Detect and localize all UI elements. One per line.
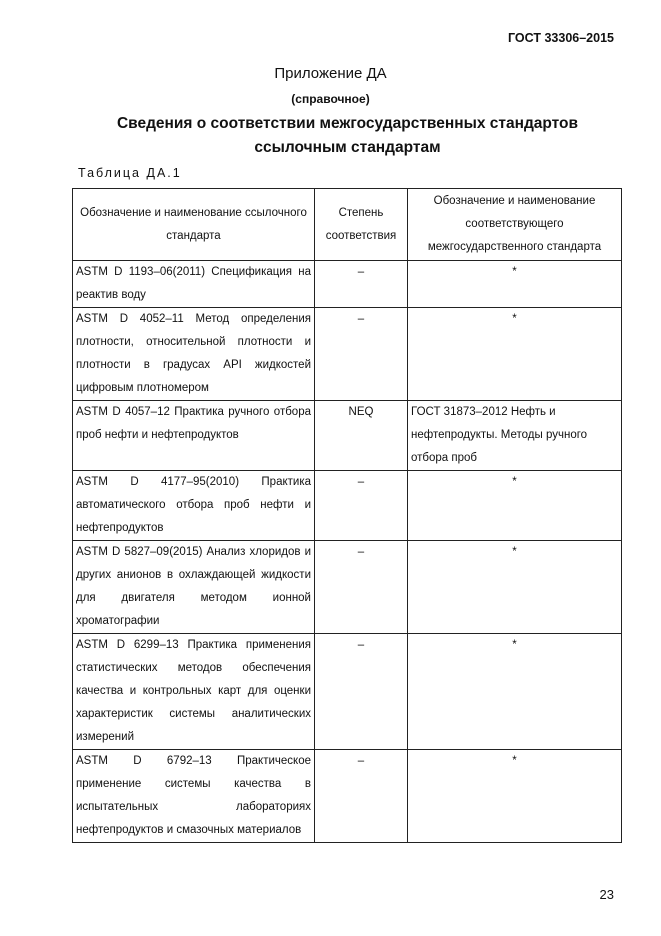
annex-title: Приложение ДА xyxy=(274,65,387,82)
table-row xyxy=(73,541,622,634)
column-header-reference: Обозначение и наименование ссылочного стандарта xyxy=(73,189,315,261)
correspondence-table xyxy=(72,188,622,843)
reference-standard-cell: ASTM D 5827–09(2015) Анализ хлоридов и других анионов в охлаждающей жидкости для двигателя методом ионной хроматографии xyxy=(73,541,315,634)
gost-cell: ГОСТ 31873–2012 Нефть и нефтепродукты. Методы ручного отбора проб xyxy=(408,401,622,471)
page-number: 23 xyxy=(599,887,614,902)
table-row xyxy=(73,634,622,750)
column-header-gost: Обозначение и наименование соответствующего межгосударственного стандарта xyxy=(408,189,622,261)
table-row xyxy=(73,261,622,308)
gost-cell: * xyxy=(408,541,622,634)
annex-subtitle: (справочное) xyxy=(291,92,370,106)
column-header-degree: Степень соответствия xyxy=(315,189,408,261)
reference-standard-cell: ASTM D 6792–13 Практическое применение системы качества в испытательных лабораториях нефтепродуктов и смазочных материалов xyxy=(73,750,315,843)
annex-heading: Сведения о соответствии межгосударственных стандартов ссылочным стандартам xyxy=(116,115,579,156)
reference-standard-cell: ASTM D 4177–95(2010) Практика автоматического отбора проб нефти и нефтепродуктов xyxy=(73,471,315,541)
reference-standard-cell: ASTM D 1193–06(2011) Спецификация на реактив воду xyxy=(73,261,315,308)
degree-cell: – xyxy=(315,750,408,843)
degree-cell: – xyxy=(315,634,408,750)
gost-cell: * xyxy=(408,261,622,308)
gost-cell: * xyxy=(408,471,622,541)
gost-cell: * xyxy=(408,308,622,401)
degree-cell: – xyxy=(315,308,408,401)
table-label: Таблица ДА.1 xyxy=(78,166,182,180)
document-code: ГОСТ 33306–2015 xyxy=(508,31,614,45)
table-row xyxy=(73,471,622,541)
table-row xyxy=(73,401,622,471)
degree-cell: – xyxy=(315,261,408,308)
reference-standard-cell: ASTM D 4057–12 Практика ручного отбора проб нефти и нефтепродуктов xyxy=(73,401,315,471)
table-header-row xyxy=(73,189,622,261)
degree-cell: – xyxy=(315,541,408,634)
degree-cell: – xyxy=(315,471,408,541)
reference-standard-cell: ASTM D 6299–13 Практика применения статистических методов обеспечения качества и контрольных карт для оценки характеристик системы аналитических измерений xyxy=(73,634,315,750)
table-row xyxy=(73,308,622,401)
gost-cell: * xyxy=(408,750,622,843)
gost-cell: * xyxy=(408,634,622,750)
degree-cell: NEQ xyxy=(315,401,408,471)
reference-standard-cell: ASTM D 4052–11 Метод определения плотности, относительной плотности и плотности в градусах API жидкостей цифровым плотномером xyxy=(73,308,315,401)
table-row xyxy=(73,750,622,843)
